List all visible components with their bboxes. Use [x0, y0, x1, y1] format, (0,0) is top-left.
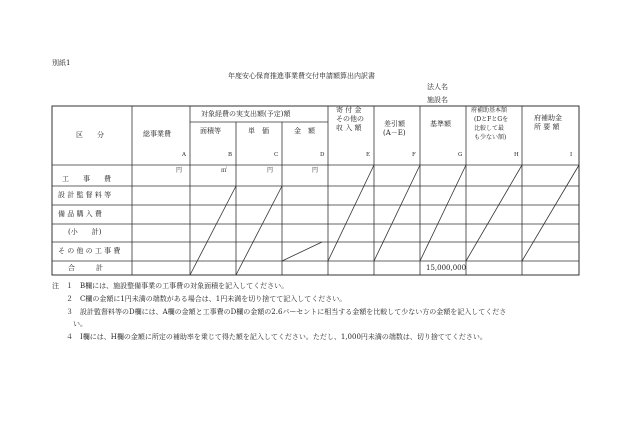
header-diff-line2: (A－E)	[383, 129, 406, 137]
note-1: 注 １ B欄には、施設整備事業の工事費の対象面積を記入してください。	[52, 282, 289, 290]
row-label-construction: 工 事 費	[62, 175, 111, 183]
header-diff-line1: 差引額	[384, 120, 405, 128]
header-area: 面積等	[200, 127, 221, 135]
header-donation-line3: 収 入 額	[336, 124, 362, 132]
total-base-amount: 15,000,000	[426, 264, 467, 272]
row-label-total: 合 計	[68, 264, 103, 272]
header-pref-request-line2: 所 要 額	[534, 123, 560, 131]
unit-m2-area: ㎡	[221, 167, 228, 174]
letter-g: G	[458, 152, 463, 158]
attachment-label: 別紙1	[52, 59, 71, 67]
letter-f: F	[412, 152, 416, 158]
letter-a: A	[182, 152, 186, 158]
letter-b: B	[228, 152, 233, 158]
note-4: ４ I欄には、H欄の金額に所定の補助率を乗じて得た額を記入してください。ただし、1,000円未満の端数は、切り捨ててください。	[52, 333, 487, 341]
note-2: ２ C欄の金額に1円未満の端数がある場合は、1円未満を切り捨てて記入してください。	[52, 295, 347, 303]
facility-name-label: 施設名	[427, 96, 448, 104]
row-label-subtotal: (小 計)	[68, 228, 102, 236]
header-pref-base-line3: 比較して最	[474, 125, 505, 132]
unit-yen-unit-price: 円	[267, 167, 274, 174]
document-title: 年度安心保育推進事業費交付申請額算出内訳書	[228, 72, 375, 80]
header-donation-line2: その他の	[336, 115, 364, 123]
header-amount: 金 額	[294, 127, 315, 135]
row-label-equipment: 備 品 購 入 費	[58, 210, 102, 218]
letter-i: I	[570, 152, 573, 158]
letter-c: C	[274, 152, 279, 158]
unit-yen-amount: 円	[312, 167, 319, 174]
header-total: 総事業費	[143, 130, 171, 138]
corp-name-label: 法人名	[427, 83, 448, 91]
header-kubun: 区 分	[76, 131, 104, 139]
row-label-other-construction: そ の 他 の 工 事 費	[58, 247, 121, 255]
header-unit-price: 単 価	[248, 127, 269, 135]
header-pref-base-line1: 府補助基本額	[471, 107, 508, 114]
header-pref-request-line1: 府補助金	[534, 114, 562, 122]
header-pref-base-line4: も少ない額)	[474, 134, 507, 141]
row-label-design-supervision: 設 計 監 督 料 等	[58, 191, 112, 199]
letter-h: H	[514, 152, 519, 158]
letter-e: E	[366, 152, 371, 158]
unit-yen-total: 円	[176, 167, 183, 174]
note-3: ３ 設計監督料等のD欄には、A欄の金額と工事費のD欄の金額の2.6パーセントに相当する金額を比較して少ない方の金額を記入してくださ	[52, 308, 507, 316]
header-pref-base-line2: (DとFとGを	[474, 116, 509, 123]
header-base: 基準額	[430, 120, 451, 128]
note-3-continued: い。	[52, 320, 87, 328]
letter-d: D	[320, 152, 325, 158]
header-actual-expense-group: 対象経費の実支出額(予定)額	[201, 110, 291, 118]
header-donation-line1: 寄 付 金	[336, 106, 362, 114]
